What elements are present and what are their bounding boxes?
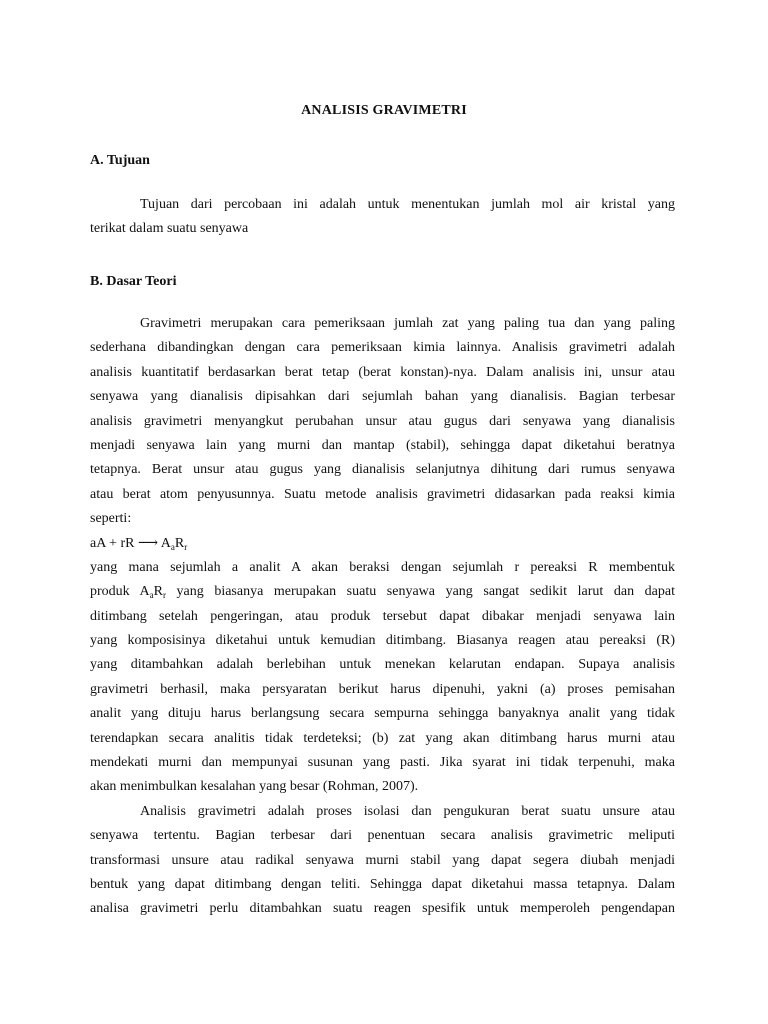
formula-lhs: aA + rR ⟶ A bbox=[90, 535, 171, 551]
paragraph-line: yang mana sejumlah a analit A akan beraksi dengan sejumlah r pereaksi R membentuk bbox=[90, 559, 675, 575]
paragraph-line: akan menimbulkan kesalahan yang besar (Rohman, 2007). bbox=[90, 779, 419, 795]
paragraph-line: yang ditambahkan adalah berlebihan untuk menekan kelarutan endapan. Supaya analisis bbox=[90, 657, 675, 673]
paragraph-line: analisa gravimetri perlu ditambahkan suatu reagen spesifik untuk memperoleh pengendapan bbox=[90, 901, 675, 917]
paragraph-line: senyawa tertentu. Bagian terbesar dari penentuan secara analisis gravimetric meliputi bbox=[90, 828, 675, 844]
paragraph-line: sederhana dibandingkan dengan cara pemeriksaan kimia lainnya. Analisis gravimetri adalah bbox=[90, 340, 675, 356]
paragraph-line: atau berat atom penyusunnya. Suatu metode analisis gravimetri didasarkan pada reaksi kimia bbox=[90, 486, 675, 502]
paragraph-line: Gravimetri merupakan cara pemeriksaan jumlah zat yang paling tua dan yang paling bbox=[140, 316, 675, 331]
product-post: yang biasanya merupakan suatu senyawa yang sangat sedikit larut dan dapat bbox=[165, 584, 676, 600]
paragraph-line: yang komposisinya diketahui untuk kemudian ditimbang. Biasanya reagen atau pereaksi (R) bbox=[90, 633, 675, 649]
paragraph-line: analisis kuantitatif berdasarkan berat tetap (berat konstan)-nya. Dalam analisis ini, unsur atau bbox=[90, 364, 675, 380]
product-pre: produk A bbox=[90, 584, 150, 600]
product-subscript-r: r bbox=[162, 590, 166, 601]
section-a-line: terikat dalam suatu senyawa bbox=[90, 221, 249, 237]
paragraph-line: analisis gravimetri menyangkut perubahan unsur atau gugus dari senyawa yang dianalisis bbox=[90, 413, 675, 429]
reaction-formula bbox=[90, 532, 675, 556]
formula-subscript-a: a bbox=[170, 541, 175, 552]
paragraph-line-product bbox=[90, 580, 675, 604]
product-r: R bbox=[153, 584, 163, 600]
section-a-paragraph bbox=[90, 193, 675, 242]
formula-subscript-r: r bbox=[184, 541, 188, 552]
paragraph-line: mendekati murni dan mempunyai susunan yang pasti. Jika syarat ini tidak terpenuhi, maka bbox=[90, 755, 675, 771]
section-b-heading: B. Dasar Teori bbox=[90, 274, 177, 289]
paragraph-line: bentuk yang dapat ditimbang dengan teliti. Sehingga dapat diketahui massa tetapnya. Dalam bbox=[90, 876, 675, 892]
paragraph-line: ditimbang setelah pengeringan, atau produk tersebut dapat dibakar menjadi senyawa lain bbox=[90, 608, 675, 624]
paragraph-line: menjadi senyawa lain yang murni dan mantap (stabil), sehingga dapat diketahui beratnya bbox=[90, 437, 675, 453]
formula-r: R bbox=[174, 535, 185, 551]
product-subscript-a: a bbox=[149, 590, 154, 601]
paragraph-line: transformasi unsure atau radikal senyawa murni stabil yang dapat segera diubah menjadi bbox=[90, 852, 675, 868]
section-a-heading: A. Tujuan bbox=[90, 153, 150, 168]
paragraph-line: analit yang dituju harus berlangsung secara sempurna sehingga banyaknya analit yang tidak bbox=[90, 706, 675, 722]
paragraph-line: gravimetri berhasil, maka persyaratan berikut harus dipenuhi, yakni (a) proses pemisahan bbox=[90, 681, 675, 697]
paragraph-line: seperti: bbox=[90, 511, 132, 527]
paragraph-line: terendapkan secara analitis tidak terdeteksi; (b) zat yang akan ditimbang harus murni atau bbox=[90, 730, 675, 746]
section-a-line: Tujuan dari percobaan ini adalah untuk menentukan jumlah mol air kristal yang bbox=[140, 197, 675, 212]
section-b-paragraph-1 bbox=[90, 312, 675, 922]
paragraph-line: senyawa yang dianalisis dipisahkan dari sejumlah bahan yang dianalisis. Bagian terbesar bbox=[90, 389, 675, 405]
page-title: ANALISIS GRAVIMETRI bbox=[301, 103, 467, 118]
paragraph-line: tetapnya. Berat unsur atau gugus yang dianalisis selanjutnya dihitung dari rumus senyawa bbox=[90, 462, 675, 478]
paragraph-line: Analisis gravimetri adalah proses isolasi dan pengukuran berat suatu unsure atau bbox=[140, 803, 675, 819]
